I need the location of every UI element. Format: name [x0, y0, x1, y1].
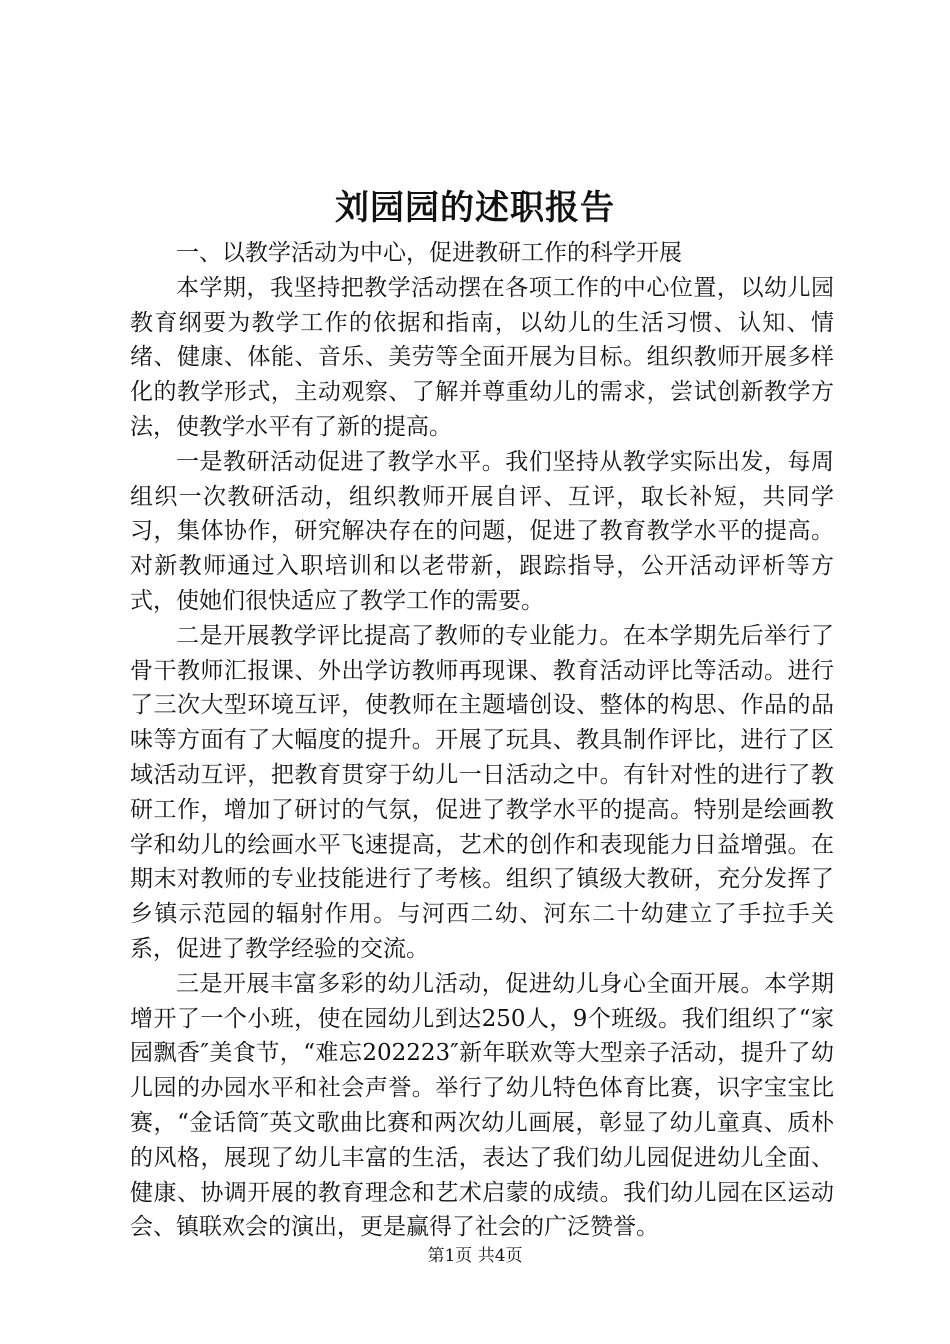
paragraph-intro: 本学期，我坚持把教学活动摆在各项工作的中心位置，以幼儿园教育纲要为教学工作的依据和指南，以幼儿的生活习惯、认知、情绪、健康、体能、音乐、美劳等全面开展为目标。组织教师开展多样化的教学形式，主动观察、了解并尊重幼儿的需求，尝试创新教学方法，使教学水平有了新的提高。 — [130, 274, 834, 440]
section-heading: 一、以教学活动为中心，促进教研工作的科学开展 — [176, 240, 682, 266]
document-title: 刘园园的述职报告 — [335, 188, 615, 228]
paragraph-research: 一是教研活动促进了教学水平。我们坚持从教学实际出发，每周组织一次教研活动，组织教师开展自评、互评，取长补短，共同学习，集体协作，研究解决存在的问题，促进了教育教学水平的提高。对新教师通过入职培训和以老带新，跟踪指导，公开活动评析等方式，使她们很快适应了教学工作的需要。 — [130, 448, 834, 614]
document-body — [130, 236, 834, 1245]
paragraph-activities: 三是开展丰富多彩的幼儿活动，促进幼儿身心全面开展。本学期增开了一个小班，使在园幼儿到达250人，9个班级。我们组织了“家园飘香″美食节，“难忘202223″新年联欢等大型亲子活动，提升了幼儿园的办园水平和社会声誉。举行了幼儿特色体育比赛，识字宝宝比赛，“金话筒″英文歌曲比赛和两次幼儿画展，彰显了幼儿童真、质朴的风格，展现了幼儿丰富的生活，表达了我们幼儿园促进幼儿全面、健康、协调开展的教育理念和艺术启蒙的成绩。我们幼儿园在区运动会、镇联欢会的演出，更是赢得了社会的广泛赞誉。 — [130, 970, 834, 1241]
paragraph-evaluation: 二是开展教学评比提高了教师的专业能力。在本学期先后举行了骨干教师汇报课、外出学访教师再现课、教育活动评比等活动。进行了三次大型环境互评，使教师在主题墙创设、整体的构思、作品的品味等方面有了大幅度的提升。开展了玩具、教具制作评比，进行了区域活动互评，把教育贯穿于幼儿一日活动之中。有针对性的进行了教研工作，增加了研讨的气氛，促进了教学水平的提高。特别是绘画教学和幼儿的绘画水平飞速提高，艺术的创作和表现能力日益增强。在期末对教师的专业技能进行了考核。组织了镇级大教研，充分发挥了乡镇示范园的辐射作用。与河西二幼、河东二十幼建立了手拉手关系，促进了教学经验的交流。 — [130, 622, 834, 962]
page-footer: 第1页 共4页 — [427, 1246, 523, 1266]
